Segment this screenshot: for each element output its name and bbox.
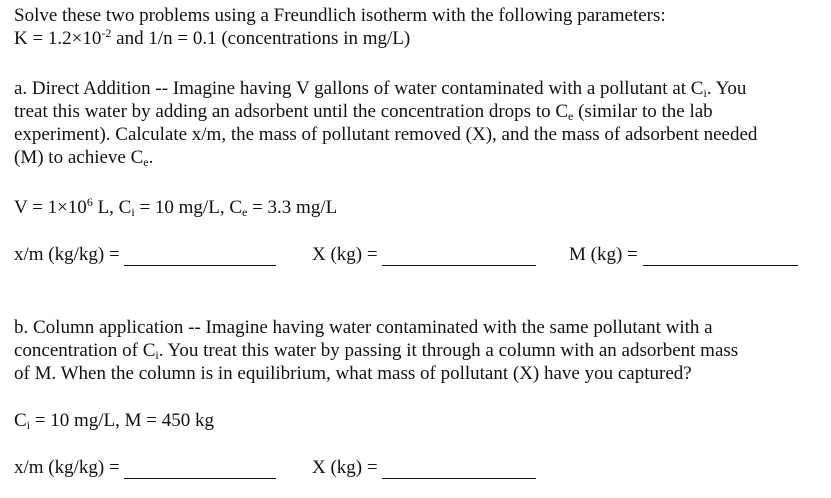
part-a-line-4 (14, 146, 153, 169)
part-a-m-answer (569, 243, 798, 266)
part-a-given (14, 196, 337, 219)
part-b-text: b. Column application -- Imagine having water contaminated with the same pollutant with a (14, 317, 713, 338)
volume-value: V = 1×10 (14, 197, 87, 218)
part-a-line-1 (14, 77, 746, 100)
part-b-given (14, 409, 214, 432)
x-label: X (kg) = (312, 457, 378, 478)
part-a-text: . You (706, 78, 747, 99)
given-text: = 10 mg/L, M = 450 kg (30, 410, 215, 431)
xm-answer-blank[interactable] (124, 245, 276, 266)
subscript: i (703, 86, 707, 100)
part-a-text: . (148, 147, 154, 168)
part-a-text: treat this water by adding an adsorbent until the concentration drops to C (14, 101, 569, 122)
k-value: K = 1.2×10 (14, 28, 102, 49)
subscript: i (155, 348, 159, 362)
xm-label: x/m (kg/kg) = (14, 457, 120, 478)
subscript: e (242, 205, 248, 219)
part-a-text: (similar to the lab (573, 101, 713, 122)
subscript: e (143, 155, 149, 169)
part-b-xm-answer (14, 456, 276, 479)
k-exponent: -2 (101, 26, 112, 40)
m-answer-blank[interactable] (643, 245, 798, 266)
part-b-text: concentration of C (14, 340, 156, 361)
subscript: i (26, 418, 31, 432)
part-b-line-1 (14, 316, 713, 339)
given-text: = 10 mg/L, C (134, 197, 242, 218)
part-a-text: experiment). Calculate x/m, the mass of pollutant removed (X), and the mass of adsorbent needed (14, 124, 758, 145)
part-b-text: of M. When the column is in equilibrium, what mass of pollutant (X) have you captured? (14, 363, 692, 384)
xm-answer-blank[interactable] (124, 458, 276, 479)
part-a-x-answer (312, 243, 536, 266)
part-a-line-3 (14, 123, 757, 146)
part-a-line-2 (14, 100, 713, 123)
xm-label: x/m (kg/kg) = (14, 244, 120, 265)
given-text: = 3.3 mg/L (247, 197, 338, 218)
part-b-line-3 (14, 362, 692, 385)
x-label: X (kg) = (312, 244, 378, 265)
x-answer-blank[interactable] (382, 245, 536, 266)
part-b-text: . You treat this water by passing it through a column with an adsorbent mass (158, 340, 739, 361)
part-b-line-2 (14, 339, 738, 362)
part-a-text: a. Direct Addition -- Imagine having V gallons of water contaminated with a pollutant at C (14, 78, 704, 99)
parameters-line (14, 27, 410, 50)
part-a-xm-answer (14, 243, 276, 266)
part-b-x-answer (312, 456, 536, 479)
m-label: M (kg) = (569, 244, 638, 265)
x-answer-blank[interactable] (382, 458, 536, 479)
subscript: i (131, 205, 135, 219)
given-text: C (14, 410, 27, 431)
n-value: and 1/n = 0.1 (concentrations in mg/L) (111, 28, 411, 49)
intro-line (14, 4, 666, 27)
part-a-text: (M) to achieve C (14, 147, 144, 168)
subscript: e (568, 109, 574, 123)
volume-exponent: 6 (86, 195, 93, 209)
intro-text: Solve these two problems using a Freundlich isotherm with the following parameters: (14, 5, 666, 26)
given-text: L, C (92, 197, 132, 218)
